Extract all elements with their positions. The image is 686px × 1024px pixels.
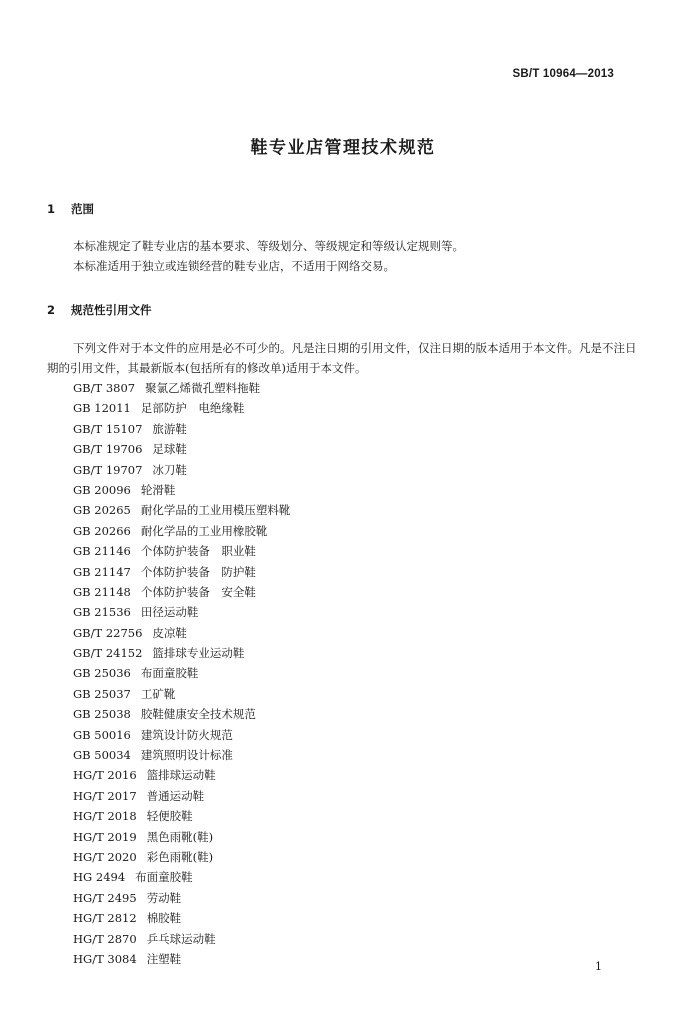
reference-code: GB 20265 bbox=[73, 503, 131, 518]
reference-item bbox=[73, 521, 290, 541]
reference-code: GB 21146 bbox=[73, 544, 131, 559]
section-2-paragraph: 下列文件对于本文件的应用是必不可少的。凡是注日期的引用文件，仅注日期的版本适用于本文件。凡是不注日期的引用文件，其最新版本(包括所有的修改单)适用于本文件。 bbox=[47, 341, 637, 375]
reference-item bbox=[73, 929, 290, 949]
reference-item bbox=[73, 500, 290, 520]
reference-name: 足球鞋 bbox=[152, 442, 187, 457]
reference-code: GB 20096 bbox=[73, 482, 131, 497]
reference-item bbox=[73, 745, 290, 765]
reference-item bbox=[73, 908, 290, 928]
reference-name: 轻便胶鞋 bbox=[146, 809, 193, 824]
reference-name: 彩色雨靴(鞋) bbox=[146, 849, 214, 864]
reference-code: HG/T 2018 bbox=[73, 809, 137, 824]
reference-code: GB 21148 bbox=[73, 584, 131, 599]
reference-item bbox=[73, 378, 290, 398]
reference-item bbox=[73, 888, 290, 908]
reference-item bbox=[73, 867, 290, 887]
reference-name: 胶鞋健康安全技术规范 bbox=[140, 707, 256, 722]
standard-code: SB/T 10964—2013 bbox=[512, 68, 614, 80]
reference-name: 冰刀鞋 bbox=[152, 462, 187, 477]
reference-code: HG/T 2017 bbox=[73, 788, 137, 803]
reference-name: 篮排球专业运动鞋 bbox=[152, 646, 245, 661]
reference-item bbox=[73, 643, 290, 663]
reference-name: 工矿靴 bbox=[140, 686, 176, 701]
reference-code: HG/T 2019 bbox=[73, 829, 137, 844]
reference-item bbox=[73, 704, 290, 724]
reference-code: GB 12011 bbox=[73, 401, 131, 416]
reference-code: GB/T 19706 bbox=[73, 442, 143, 457]
reference-item bbox=[73, 582, 290, 602]
reference-item bbox=[73, 765, 290, 785]
reference-code: HG/T 3084 bbox=[73, 951, 137, 966]
reference-item bbox=[73, 786, 290, 806]
reference-item bbox=[73, 827, 290, 847]
section-number: 1 bbox=[47, 202, 56, 216]
section-2-heading bbox=[47, 302, 152, 318]
section-number: 2 bbox=[47, 303, 56, 317]
reference-code: GB 21536 bbox=[73, 605, 131, 620]
reference-item bbox=[73, 663, 290, 683]
section-1-paragraph: 本标准规定了鞋专业店的基本要求、等级划分、等级规定和等级认定规则等。 bbox=[73, 239, 464, 253]
reference-name: 注塑鞋 bbox=[146, 951, 182, 966]
reference-code: HG/T 2495 bbox=[73, 890, 137, 905]
reference-name: 旅游鞋 bbox=[152, 421, 187, 436]
section-1-heading bbox=[47, 201, 94, 217]
section-title: 规范性引用文件 bbox=[71, 303, 152, 317]
reference-code: GB 21147 bbox=[73, 564, 131, 579]
reference-name: 轮滑鞋 bbox=[140, 482, 176, 497]
reference-code: GB 25038 bbox=[73, 707, 131, 722]
reference-code: HG/T 2812 bbox=[73, 911, 137, 926]
reference-code: GB 25036 bbox=[73, 666, 131, 681]
reference-item bbox=[73, 623, 290, 643]
reference-name: 个体防护装备 职业鞋 bbox=[140, 544, 256, 559]
reference-name: 黑色雨靴(鞋) bbox=[146, 829, 214, 844]
reference-name: 普通运动鞋 bbox=[146, 788, 205, 803]
reference-name: 乒乓球运动鞋 bbox=[146, 931, 216, 946]
reference-code: GB 25037 bbox=[73, 686, 131, 701]
reference-code: GB/T 15107 bbox=[73, 421, 143, 436]
reference-code: GB/T 24152 bbox=[73, 646, 143, 661]
reference-item bbox=[73, 562, 290, 582]
reference-code: GB/T 19707 bbox=[73, 462, 143, 477]
reference-name: 足部防护 电绝缘鞋 bbox=[140, 401, 245, 416]
reference-name: 布面童胶鞋 bbox=[140, 666, 199, 681]
reference-name: 个体防护装备 防护鞋 bbox=[140, 564, 256, 579]
reference-name: 田径运动鞋 bbox=[140, 605, 199, 620]
page-title: 鞋专业店管理技术规范 bbox=[250, 138, 436, 158]
section-title: 范围 bbox=[71, 202, 95, 216]
reference-list bbox=[73, 378, 290, 969]
reference-name: 耐化学品的工业用模压塑料靴 bbox=[140, 503, 291, 518]
section-1-paragraph: 本标准适用于独立或连锁经营的鞋专业店，不适用于网络交易。 bbox=[73, 259, 395, 273]
reference-item bbox=[73, 398, 290, 418]
reference-code: GB 20266 bbox=[73, 523, 131, 538]
reference-code: GB 50016 bbox=[73, 727, 131, 742]
reference-item bbox=[73, 460, 290, 480]
reference-item bbox=[73, 949, 290, 969]
reference-item bbox=[73, 847, 290, 867]
reference-code: HG 2494 bbox=[73, 870, 126, 885]
reference-name: 篮排球运动鞋 bbox=[146, 768, 216, 783]
reference-item bbox=[73, 439, 290, 459]
reference-name: 聚氯乙烯微孔塑料拖鞋 bbox=[145, 381, 261, 395]
reference-code: HG/T 2870 bbox=[73, 931, 137, 946]
reference-name: 耐化学品的工业用橡胶靴 bbox=[140, 523, 268, 538]
reference-code: HG/T 2020 bbox=[73, 849, 137, 864]
reference-item bbox=[73, 806, 290, 826]
reference-name: 布面童胶鞋 bbox=[135, 870, 193, 885]
reference-code: HG/T 2016 bbox=[73, 768, 137, 783]
reference-name: 个体防护装备 安全鞋 bbox=[140, 584, 256, 599]
reference-name: 皮凉鞋 bbox=[152, 625, 187, 640]
reference-item bbox=[73, 419, 290, 439]
reference-name: 劳动鞋 bbox=[146, 890, 182, 905]
page-number: 1 bbox=[595, 960, 602, 973]
reference-item bbox=[73, 725, 290, 745]
reference-item bbox=[73, 541, 290, 561]
reference-code: GB/T 3807 bbox=[73, 381, 136, 395]
reference-name: 棉胶鞋 bbox=[146, 911, 182, 926]
reference-name: 建筑设计防火规范 bbox=[140, 727, 233, 742]
reference-item bbox=[73, 602, 290, 622]
reference-name: 建筑照明设计标准 bbox=[140, 748, 233, 763]
reference-code: GB 50034 bbox=[73, 748, 131, 763]
reference-item bbox=[73, 480, 290, 500]
reference-item bbox=[73, 684, 290, 704]
reference-code: GB/T 22756 bbox=[73, 625, 143, 640]
